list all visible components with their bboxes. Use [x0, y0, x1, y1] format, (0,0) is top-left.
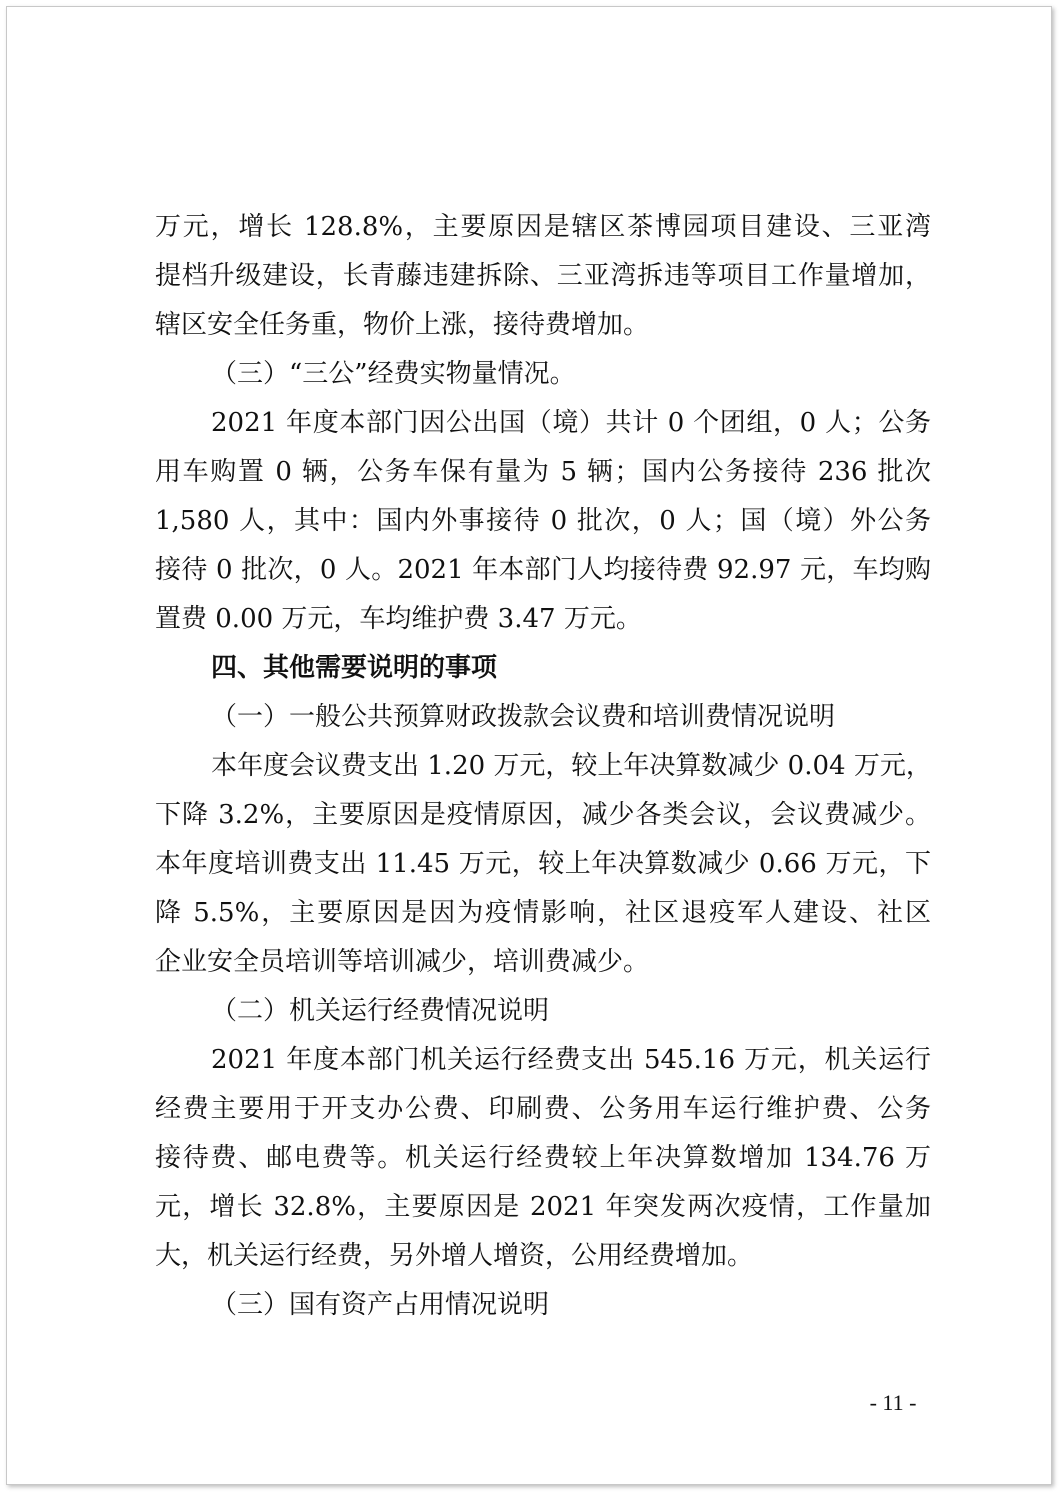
paragraph-line: 接待 0 批次，0 人。2021 年本部门人均接待费 92.97 元，车均购: [155, 555, 931, 585]
paragraph-line: 置费 0.00 万元，车均维护费 3.47 万元。: [155, 604, 642, 634]
paragraph-line: 2021 年度本部门因公出国（境）共计 0 个团组，0 人；公务: [211, 408, 931, 438]
paragraph-line: 企业安全员培训等培训减少，培训费减少。: [155, 947, 650, 977]
paragraph-line: 下降 3.2%，主要原因是疫情原因，减少各类会议，会议费减少。: [155, 800, 931, 830]
paragraph-line: 2021 年度本部门机关运行经费支出 545.16 万元，机关运行: [211, 1045, 931, 1075]
paragraph-line: 万元，增长 128.8%，主要原因是辖区茶博园项目建设、三亚湾: [155, 212, 931, 242]
paragraph-line: 提档升级建设，长青藤违建拆除、三亚湾拆违等项目工作量增加，: [155, 261, 931, 291]
subheading-1: （一）一般公共预算财政拨款会议费和培训费情况说明: [211, 702, 836, 732]
subheading-2: （二）机关运行经费情况说明: [211, 996, 550, 1026]
page-number: - 11 -: [869, 1390, 917, 1415]
paragraph-line: 用车购置 0 辆，公务车保有量为 5 辆；国内公务接待 236 批次: [155, 457, 931, 487]
subheading-3: （三）“三公”经费实物量情况。: [211, 359, 576, 389]
section-heading-4: 四、其他需要说明的事项: [211, 653, 498, 683]
paragraph-line: 降 5.5%，主要原因是因为疫情影响，社区退疫军人建设、社区: [155, 898, 931, 928]
document-page: [6, 6, 1052, 1485]
body-text: [155, 203, 931, 1330]
subheading-3b: （三）国有资产占用情况说明: [211, 1290, 550, 1320]
paragraph-line: 本年度会议费支出 1.20 万元，较上年决算数减少 0.04 万元，: [211, 751, 932, 781]
paragraph-line: 辖区安全任务重，物价上涨，接待费增加。: [155, 310, 650, 340]
paragraph-line: 元，增长 32.8%，主要原因是 2021 年突发两次疫情，工作量加: [155, 1192, 931, 1222]
paragraph-line: 大，机关运行经费，另外增人增资，公用经费增加。: [155, 1241, 754, 1271]
paragraph-line: 经费主要用于开支办公费、印刷费、公务用车运行维护费、公务: [155, 1094, 931, 1124]
paragraph-line: 1,580 人，其中：国内外事接待 0 批次，0 人；国（境）外公务: [155, 506, 931, 536]
paragraph-line: 本年度培训费支出 11.45 万元，较上年决算数减少 0.66 万元，下: [155, 849, 931, 879]
paragraph-line: 接待费、邮电费等。机关运行经费较上年决算数增加 134.76 万: [155, 1143, 931, 1173]
